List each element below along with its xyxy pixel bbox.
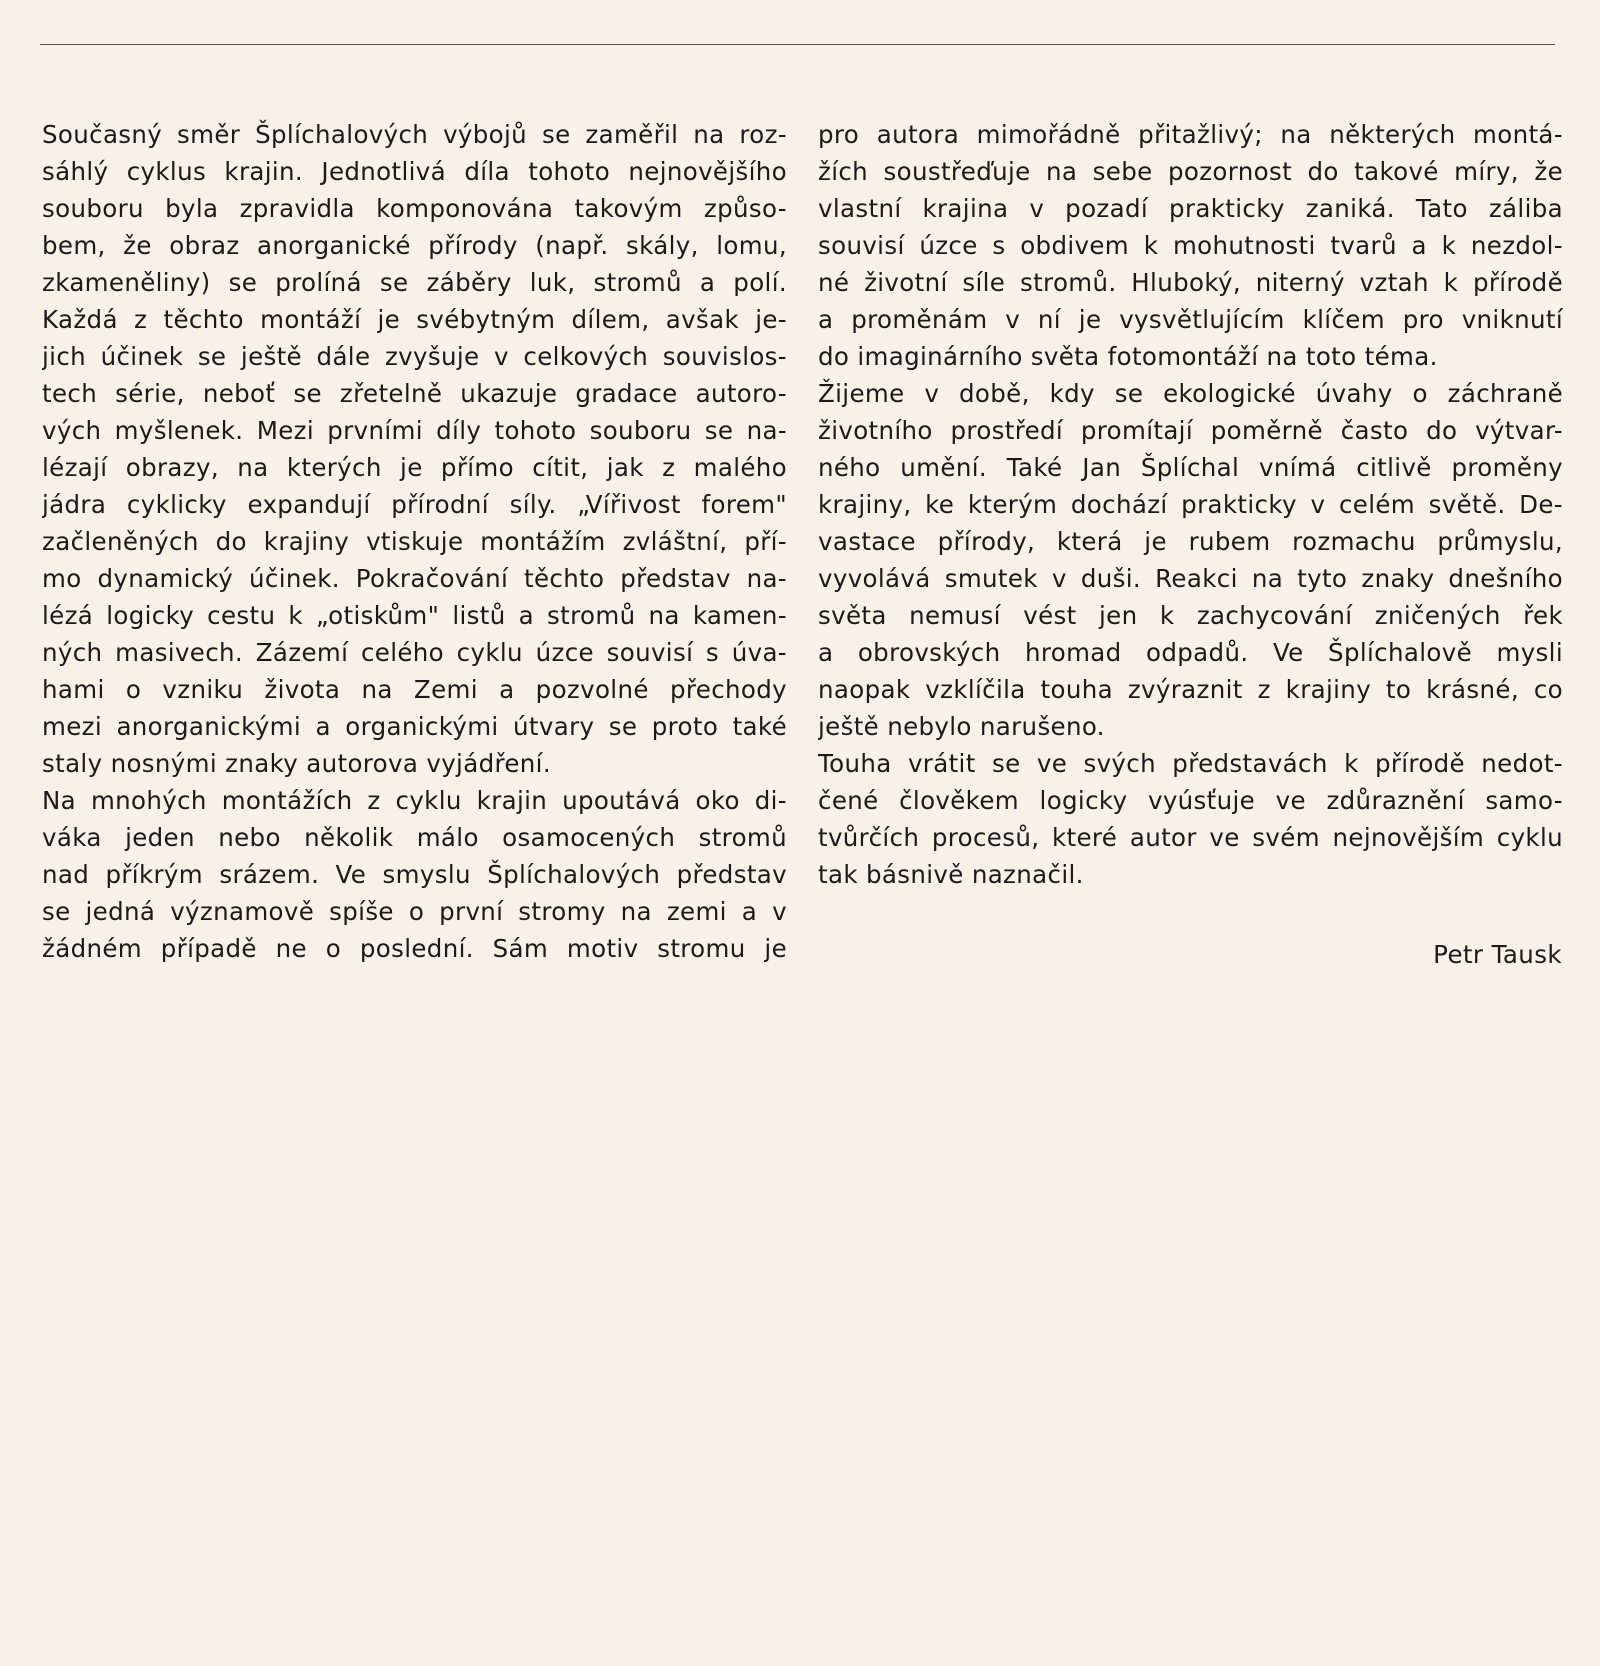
text-line: krajiny, ke kterým dochází prakticky v celém světě. De-	[818, 490, 1563, 519]
text-line: se jedná významově spíše o první stromy na zemi a v	[42, 897, 787, 926]
text-line: pro autora mimořádně přitažlivý; na některých montá-	[818, 120, 1563, 149]
text-line: Současný směr Šplíchalových výbojů se zaměřil na roz-	[42, 120, 787, 149]
text-line: bem, že obraz anorganické přírody (např. skály, lomu,	[42, 231, 787, 260]
text-line: jádra cyklicky expandují přírodní síly. „Vířivost forem"	[42, 490, 787, 519]
text-line: nad příkrým srázem. Ve smyslu Šplíchalových představ	[42, 860, 787, 889]
text-line: Žijeme v době, kdy se ekologické úvahy o záchraně	[818, 379, 1563, 408]
text-line: Každá z těchto montáží je svébytným dílem, avšak je-	[42, 305, 787, 334]
text-line: vlastní krajina v pozadí prakticky zaniká. Tato záliba	[818, 194, 1563, 223]
text-line: a proměnám v ní je vysvětlujícím klíčem pro vniknutí	[818, 305, 1563, 334]
text-line: mezi anorganickými a organickými útvary se proto také	[42, 712, 787, 741]
paragraph-end-line: staly nosnými znaky autorova vyjádření.	[42, 749, 551, 778]
text-line: mo dynamický účinek. Pokračování těchto představ na-	[42, 564, 787, 593]
text-line: naopak vzklíčila touha zvýraznit z krajiny to krásné, co	[818, 675, 1563, 704]
text-line: a obrovských hromad odpadů. Ve Šplíchalově mysli	[818, 638, 1563, 667]
text-line: životního prostředí promítají poměrně často do výtvar-	[818, 416, 1563, 445]
text-line: čené člověkem logicky vyúsťuje ve zdůraznění samo-	[818, 786, 1563, 815]
text-line: žích soustřeďuje na sebe pozornost do takové míry, že	[818, 157, 1563, 186]
paragraph-end-line: do imaginárního světa fotomontáží na toto téma.	[818, 342, 1438, 371]
right-column	[818, 116, 1563, 893]
text-line: tech série, neboť se zřetelně ukazuje gradace autoro-	[42, 379, 787, 408]
text-line: né životní síle stromů. Hluboký, niterný vztah k přírodě	[818, 268, 1563, 297]
text-line: lézá logicky cestu k „otiskům" listů a stromů na kamen-	[42, 601, 787, 630]
text-line: vých myšlenek. Mezi prvními díly tohoto souboru se na-	[42, 416, 787, 445]
text-line: zkameněliny) se prolíná se záběry luk, stromů a polí.	[42, 268, 787, 297]
text-line: váka jeden nebo několik málo osamocených stromů	[42, 823, 787, 852]
paragraph-end-line: ještě nebylo narušeno.	[818, 712, 1105, 741]
text-line: souboru byla zpravidla komponována takovým způso-	[42, 194, 787, 223]
text-line: ného umění. Také Jan Šplíchal vnímá citlivě proměny	[818, 453, 1563, 482]
text-line: ných masivech. Zázemí celého cyklu úzce souvisí s úva-	[42, 638, 787, 667]
text-line: žádném případě ne o poslední. Sám motiv stromu je	[42, 934, 787, 963]
text-line: souvisí úzce s obdivem k mohutnosti tvarů a k nezdol-	[818, 231, 1563, 260]
text-line: vastace přírody, která je rubem rozmachu průmyslu,	[818, 527, 1563, 556]
text-line: Touha vrátit se ve svých představách k přírodě nedot-	[818, 749, 1563, 778]
text-line: jich účinek se ještě dále zvyšuje v celkových souvislos-	[42, 342, 787, 371]
text-line: začleněných do krajiny vtiskuje montážím zvláštní, pří-	[42, 527, 787, 556]
left-column	[42, 116, 787, 967]
author-signature: Petr Tausk	[1433, 940, 1562, 969]
text-line: vyvolává smutek v duši. Reakci na tyto znaky dnešního	[818, 564, 1563, 593]
text-line: hami o vzniku života na Zemi a pozvolné přechody	[42, 675, 787, 704]
paragraph-end-line: tak básnivě naznačil.	[818, 860, 1084, 889]
text-line: Na mnohých montážích z cyklu krajin upoutává oko di-	[42, 786, 787, 815]
text-line: sáhlý cyklus krajin. Jednotlivá díla tohoto nejnovějšího	[42, 157, 787, 186]
text-line: tvůrčích procesů, které autor ve svém nejnovějším cyklu	[818, 823, 1563, 852]
top-rule	[40, 44, 1555, 45]
text-line: lézají obrazy, na kterých je přímo cítit, jak z malého	[42, 453, 787, 482]
text-line: světa nemusí vést jen k zachycování zničených řek	[818, 601, 1563, 630]
